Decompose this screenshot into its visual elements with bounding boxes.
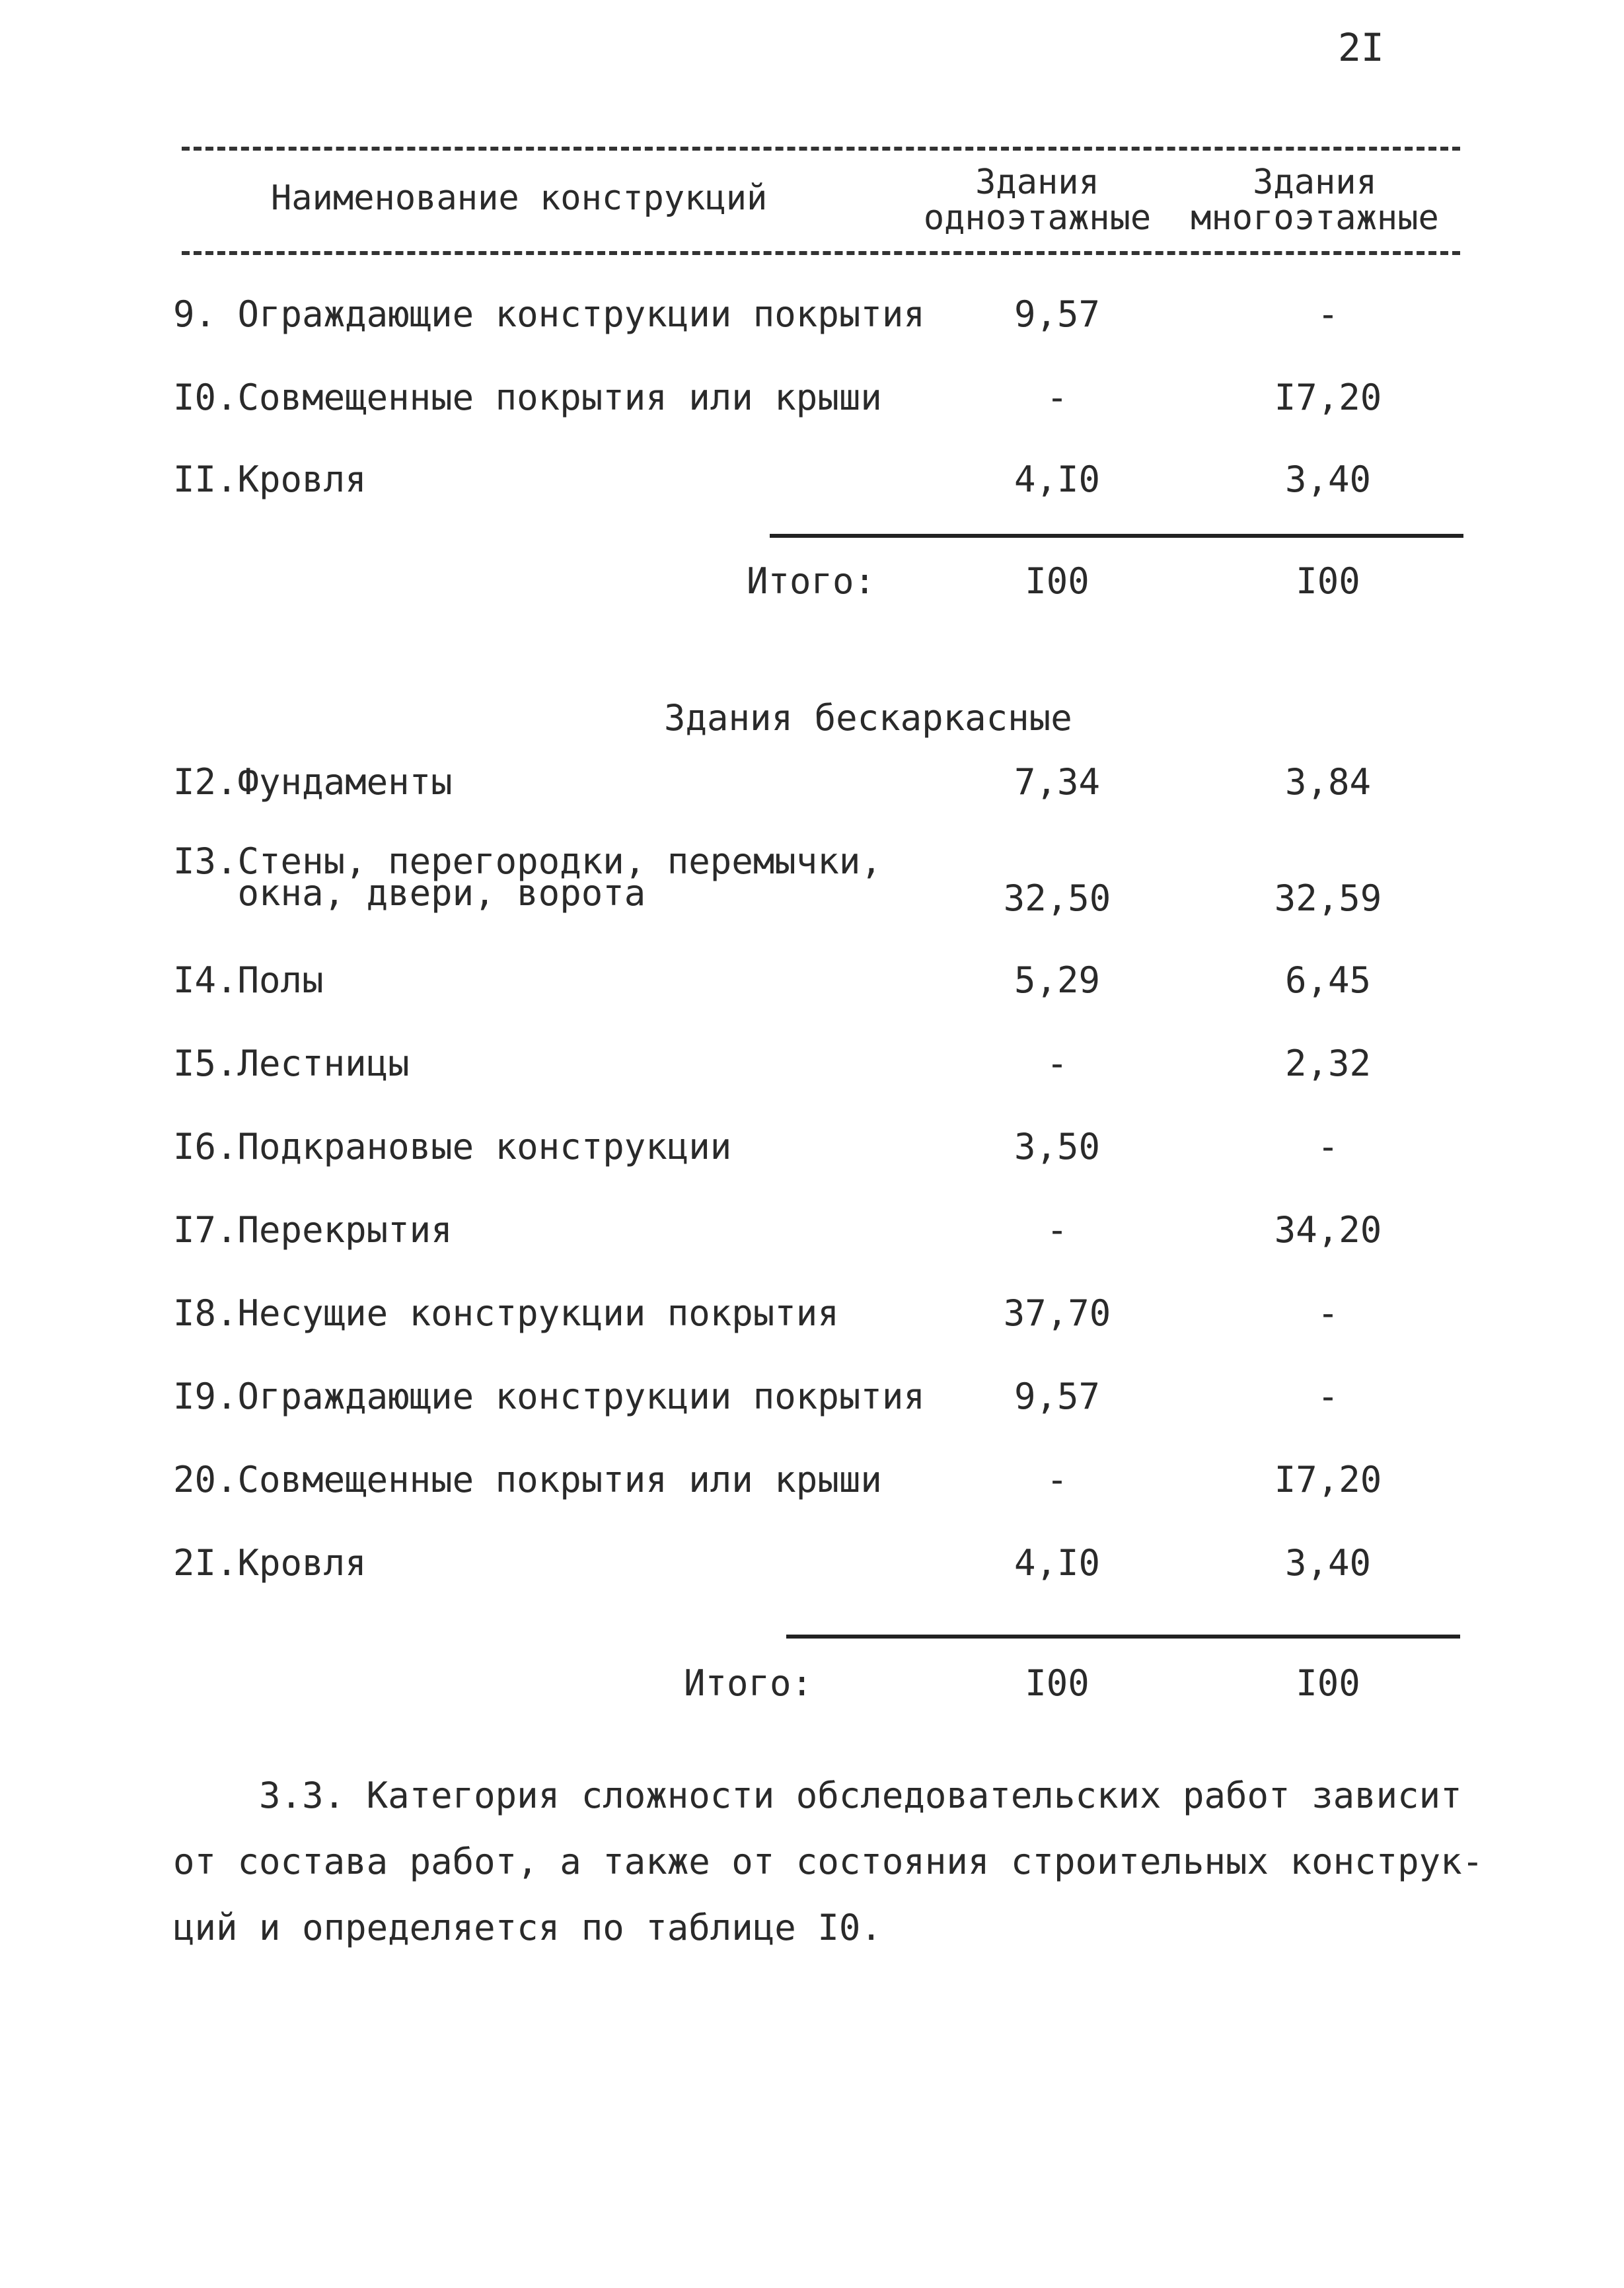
row-value-multi-storey: 2,32 xyxy=(1284,1043,1372,1084)
total-row xyxy=(0,1662,1624,1709)
row-value-one-storey: 3,50 xyxy=(1014,1126,1101,1167)
row-name: I3.Стены, перегородки, перемычки, xyxy=(173,840,882,882)
row-value-one-storey: - xyxy=(1046,1209,1068,1251)
row-name: I6.Подкрановые конструкции xyxy=(173,1126,732,1167)
row-value-multi-storey: I7,20 xyxy=(1274,1459,1382,1500)
paragraph-line-1: 3.3. Категория сложности обследовательских работ зависит xyxy=(173,1775,1462,1816)
row-value-multi-storey: - xyxy=(1317,293,1339,335)
total-label: Итого: xyxy=(747,560,876,602)
row-value-one-storey: - xyxy=(1046,1043,1068,1084)
row-name: I4.Полы xyxy=(173,959,324,1001)
header-col-one-storey-line1: Здания xyxy=(975,163,1099,202)
row-value-one-storey: 37,70 xyxy=(1003,1292,1111,1334)
table-row xyxy=(0,377,1624,423)
row-name: I2.Фундаменты xyxy=(173,761,453,803)
table-row xyxy=(0,1126,1624,1172)
row-value-one-storey: 9,57 xyxy=(1014,293,1101,335)
header-top-rule xyxy=(182,147,1460,151)
total-value-multi-storey: I00 xyxy=(1296,560,1360,602)
row-name: I5.Лестницы xyxy=(173,1043,410,1084)
row-name-continuation: окна, двери, ворота xyxy=(173,872,646,914)
row-value-one-storey: - xyxy=(1046,1459,1068,1500)
row-value-multi-storey: - xyxy=(1317,1292,1339,1334)
row-value-one-storey: - xyxy=(1046,377,1068,418)
total-value-one-storey: I00 xyxy=(1025,560,1089,602)
total-value-one-storey: I00 xyxy=(1025,1662,1089,1704)
row-value-one-storey: 4,I0 xyxy=(1014,459,1101,500)
header-bottom-rule xyxy=(182,251,1460,255)
paragraph-line-3: ций и определяется по таблице I0. xyxy=(173,1907,882,1948)
row-value-multi-storey: 3,40 xyxy=(1284,1542,1372,1584)
row-value-multi-storey: 3,84 xyxy=(1284,761,1372,803)
row-value-one-storey: 32,50 xyxy=(1003,877,1111,919)
header-name-column: Наименование конструкций xyxy=(271,178,768,218)
row-name: II.Кровля xyxy=(173,459,367,500)
row-name: I7.Перекрытия xyxy=(173,1209,453,1251)
row-name: 9. Ограждающие конструкции покрытия xyxy=(173,293,925,335)
table-row xyxy=(0,1043,1624,1089)
table-row xyxy=(0,1292,1624,1339)
header-col-one-storey-line2: одноэтажные xyxy=(923,198,1152,238)
row-name: I8.Несущие конструкции покрытия xyxy=(173,1292,839,1334)
paragraph-line-2: от состава работ, а также от состояния строительных конструк- xyxy=(173,1841,1484,1882)
total-row xyxy=(0,560,1624,607)
total-value-multi-storey: I00 xyxy=(1296,1662,1360,1704)
table-row xyxy=(0,761,1624,807)
row-value-one-storey: 4,I0 xyxy=(1014,1542,1101,1584)
row-name: I0.Совмещенные покрытия или крыши xyxy=(173,377,882,418)
row-value-multi-storey: 6,45 xyxy=(1284,959,1372,1001)
row-value-multi-storey: - xyxy=(1317,1376,1339,1417)
row-value-multi-storey: 3,40 xyxy=(1284,459,1372,500)
page-number: 2I xyxy=(1338,25,1384,70)
header-col-multi-storey-line2: многоэтажные xyxy=(1191,198,1439,238)
table-row xyxy=(0,1459,1624,1505)
row-value-multi-storey: - xyxy=(1317,1126,1339,1167)
section-title: Здания бескаркасные xyxy=(664,697,1072,739)
table-row xyxy=(0,459,1624,505)
row-value-one-storey: 5,29 xyxy=(1014,959,1101,1001)
row-name: 2I.Кровля xyxy=(173,1542,367,1584)
table-row xyxy=(0,1376,1624,1422)
total-rule-1 xyxy=(770,534,1463,538)
table-row xyxy=(0,1209,1624,1255)
header-col-multi-storey-line1: Здания xyxy=(1253,163,1377,202)
row-name: I9.Ограждающие конструкции покрытия xyxy=(173,1376,925,1417)
row-value-multi-storey: 32,59 xyxy=(1274,877,1382,919)
row-value-multi-storey: 34,20 xyxy=(1274,1209,1382,1251)
total-rule-2 xyxy=(786,1635,1460,1639)
row-name: 20.Совмещенные покрытия или крыши xyxy=(173,1459,882,1500)
total-label: Итого: xyxy=(684,1662,813,1704)
table-row xyxy=(0,1542,1624,1588)
row-value-multi-storey: I7,20 xyxy=(1274,377,1382,418)
table-row xyxy=(0,293,1624,340)
row-value-one-storey: 7,34 xyxy=(1014,761,1101,803)
table-row xyxy=(0,959,1624,1006)
row-value-one-storey: 9,57 xyxy=(1014,1376,1101,1417)
table-row xyxy=(0,840,1624,937)
